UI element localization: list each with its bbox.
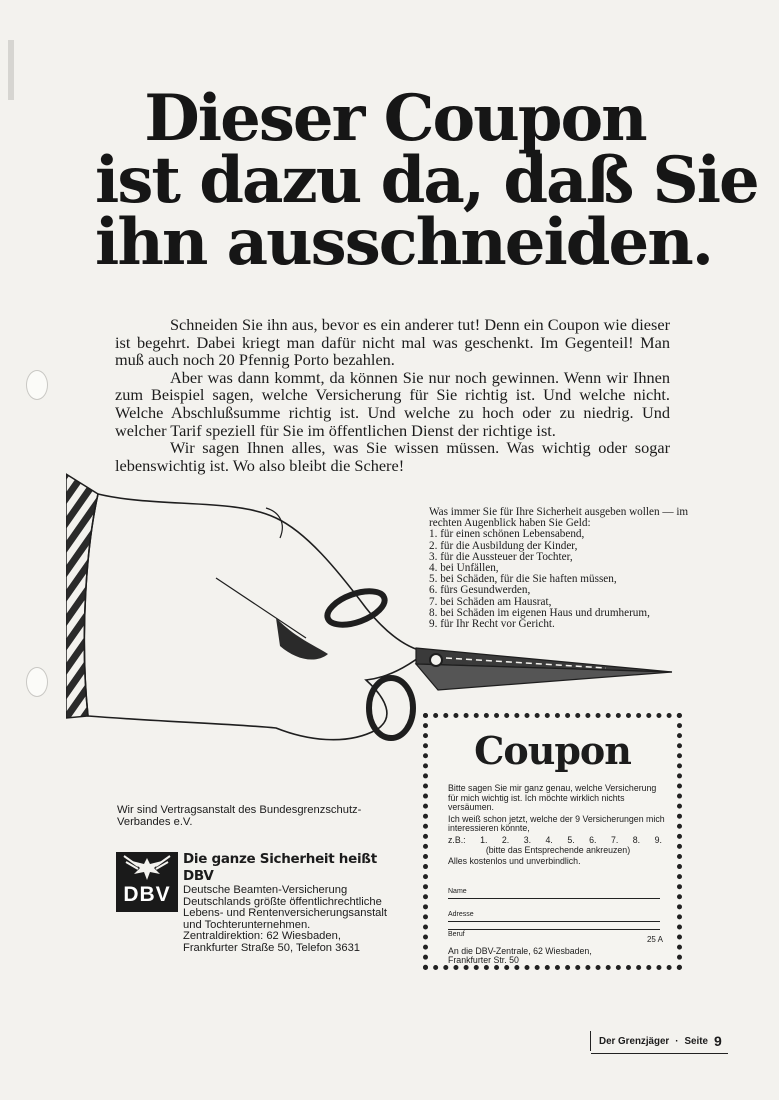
list-item: 1. für einen schönen Lebensabend, [429,528,585,541]
list-item: 5. bei Schäden, für die Sie haften müssen, [429,573,617,586]
dbv-line: Deutsche Beamten-Versicherung [183,884,348,896]
headline-line-1: Dieser Coupon [144,81,646,156]
choice-number-6[interactable]: 6. [589,834,597,845]
coupon-interest: Ich weiß schon jetzt, welche der 9 Versicherungen mich interessieren könnte, [448,813,665,834]
list-item: 4. bei Unfällen, [429,562,499,575]
free-note: Alles kostenlos und unverbindlich. [448,856,581,867]
example-label: z.B.: [448,834,466,845]
mailing-address-line: An die DBV-Zentrale, 62 Wiesbaden, [448,946,592,956]
coupon-request: Bitte sagen Sie mir ganz genau, welche Versicherung für mich wichtig ist. Ich möchte wirklich nichts versäumen. [448,783,657,813]
choice-number-5[interactable]: 5. [567,834,575,845]
mailing-address-line: Frankfurter Str. 50 [448,955,519,966]
list-item: 7. bei Schäden am Hausrat, [429,595,552,608]
choice-number-3[interactable]: 3. [523,834,532,845]
address-field[interactable] [448,911,660,922]
needs-items [429,529,709,630]
body-paragraph: Schneiden Sie ihn aus, bevor es ein anderer tut! Denn ein Coupon wie dieser ist begehrt. Dabei kriegt man dafür nicht mal was geschenkt. Im Gegenteil! Man muß auch noch 20 Pfennig Porto bezahlen. [115,315,670,370]
headline [95,81,758,280]
job-field-label: Beruf [448,931,465,938]
coupon-form[interactable] [423,713,682,970]
page-number: 9 [713,1033,722,1049]
list-item: 9. für Ihr Recht vor Gericht. [429,618,555,631]
footer-rule [591,1053,728,1054]
list-item: 3. für die Aussteuer der Tochter, [429,550,573,563]
punch-hole-bottom [26,667,48,697]
dbv-logo [116,852,178,912]
mailing-address [448,947,592,966]
dbv-line: Zentraldirektion: 62 Wiesbaden, [183,930,341,942]
choice-number-9[interactable]: 9. [654,834,662,845]
eagle-icon [116,852,178,886]
page-label: Seite [684,1035,708,1047]
coupon-code: 25 A [646,935,663,944]
dbv-logo-text: DBV [123,883,171,906]
coupon-title: Coupon [474,728,631,773]
page-edge-mark [8,40,14,100]
address-field-label: Adresse [448,911,474,918]
headline-line-2: ist dazu da, daß Sie [95,143,758,218]
choice-number-1[interactable]: 1. [480,834,488,845]
coupon-body [448,784,668,869]
publication-name: Der Grenzjäger [599,1035,670,1047]
headline-line-3: ihn ausschneiden. [95,205,713,280]
needs-intro: Was immer Sie für Ihre Sicherheit ausgeben wollen — im rechten Augenblick haben Sie Geld: [429,506,689,530]
list-item: 8. bei Schäden im eigenen Haus und drumherum, [429,606,650,619]
name-field-label: Name [448,888,467,895]
needs-list [429,507,709,630]
job-field[interactable] [448,929,660,941]
name-field[interactable] [448,888,660,899]
dbv-line: Lebens- und Rentenversicherungsanstalt [183,907,387,919]
body-copy [115,316,670,474]
choice-number-8[interactable]: 8. [632,834,641,845]
dbv-line: Frankfurter Straße 50, Telefon 3631 [183,941,361,954]
choice-number-7[interactable]: 7. [610,834,619,845]
list-item: 6. fürs Gesundwerden, [429,584,531,597]
body-paragraph: Wir sagen Ihnen alles, was Sie wissen müssen. Was wichtig oder sogar lebenswichtig ist. Wo also bleibt die Schere! [115,438,670,475]
choice-number-2[interactable]: 2. [501,834,510,845]
footer-separator: · [675,1035,679,1047]
mark-hint: (bitte das Entsprechende ankreuzen) [485,844,631,855]
punch-hole-top [26,370,48,400]
choice-number-4[interactable]: 4. [545,834,553,845]
dbv-line: und Tochterunternehmen. [183,918,311,931]
page-footer [590,1031,722,1051]
body-paragraph: Aber was dann kommt, da können Sie nur noch gewinnen. Wenn wir Ihnen zum Beispiel sagen, welche Versicherung für Sie richtig ist. Und welche nicht. Welche Abschlußsumme richtig ist. Und welche zu hoch oder zu niedrig. Und welcher Tarif speziell für Sie im öffentlichen Dienst der richtige ist. [115,367,670,440]
contract-note: Wir sind Vertragsanstalt des Bundesgrenzschutz-Verbandes e.V. [117,804,362,828]
dbv-slogan: Die ganze Sicherheit heißt DBV [183,851,377,884]
dbv-company-info [183,851,403,954]
dbv-line: Deutschlands größte öffentlichrechtliche [183,895,382,908]
list-item: 2. für die Ausbildung der Kinder, [429,539,578,552]
